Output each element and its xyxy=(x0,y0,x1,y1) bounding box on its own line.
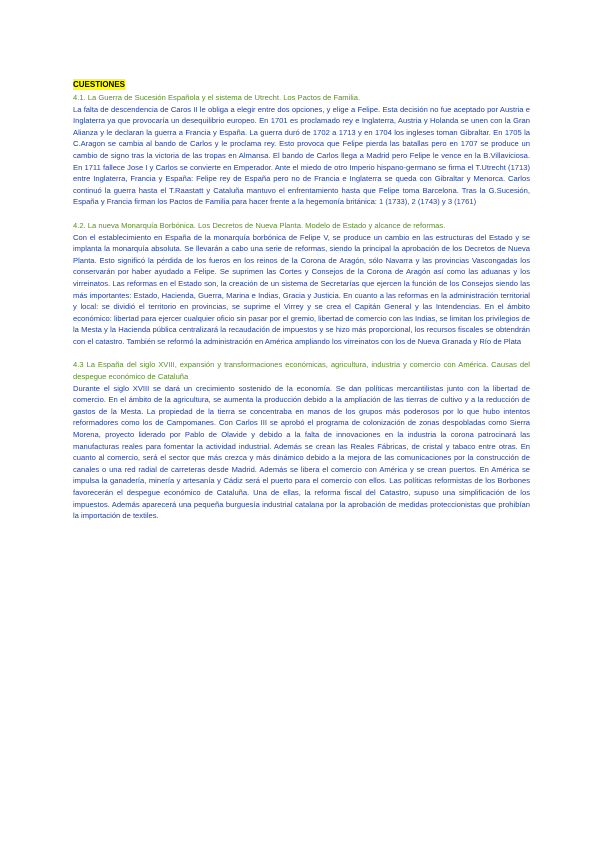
section-title: 4.1. La Guerra de Sucesión Española y el sistema de Utrecht. Los Pactos de Familia. xyxy=(73,93,361,102)
section-body: Durante el siglo XVIII se dará un crecimiento sostenido de la economía. Se dan políticas mercantilistas junto con la libertad de comercio. En el ámbito de la agricultura, se aumenta la producción debido a la ampliación de las tierras de cultivo y a la reducción de gastos de la Mesta. La propiedad de la tierra se concentraba en manos de los grupos más poderosos por lo que hubo intentos reformadores como los de Campomanes. Con Carlos III se aprobó el programa de colonización de zonas despobladas como Sierra Morena, proyecto liderado por Pablo de Olavide y debido a la falta de innovaciones en la industria la corona patrocinará las manufacturas reales para fomentar la actividad industrial. Además se crean las Reales Fábricas, de cristal y tabaco entre otras. En cuanto al comercio, será el sector que más crezca y más dinámico debido a la mejora de las comunicaciones por la construcción de canales o una red radial de carreteras desde Madrid. Además se libera el comercio con América y se crean puertos. En América se impulsa la ganadería, minería y artesanía y Cádiz será el puerto para el comercio con ellos. Las políticas reformistas de los Borbones favorecerán el despegue económico de Cataluña. Una de ellas, la reforma fiscal del Catastro, supuso una simplificación de los impuestos. Además aparecerá una pequeña burguesía industrial catalana por la aprobación de medidas proteccionistas que prohibían la importación de textiles. xyxy=(73,383,530,521)
document-heading: CUESTIONES xyxy=(73,80,126,89)
section-title: 4.2. La nueva Monarquía Borbónica. Los Decretos de Nueva Planta. Modelo de Estado y alcance de reformas. xyxy=(73,220,446,230)
section-4-2 xyxy=(73,220,530,348)
section-body: La falta de descendencia de Caros II le obliga a elegir entre dos opciones, y elige a Felipe. Esta decisión no fue aceptado por Austria e Inglaterra ya que provocaría un desequilibrio europeo. En 1701 es proclamado rey e Inglaterra, Austria y Holanda se unen con la Gran Alianza y le declaran la guerra a Francia y España. La guerra duró de 1702 a 1713 y en 1704 los ingleses toman Gibraltar. En 1705 la C.Aragon se cambia al bando de Carlos y le proclama rey. Esto provoca que Felipe pierda las batallas pero en 1707 se produce un cambio de signo tras la victoria de las tropas en Almansa. El bando de Carlos llega a Madrid pero Felipe le vence en la B.Villaviciosa. En 1711 fallece Jose I y Carlos se convierte en Emperador. Ante el miedo de otro Imperio hispano-germano se firma el T.Utrecht (1713) entre Inglaterra, Francia y España: Felipe rey de España pero no de Francia e Inglaterra se queda con Gibraltar y Menorca. Carlos continuó la guerra hasta el T.Raastatt y Cataluña mantuvo el enfrentamiento hasta que Felipe toma Barcelona. Tras la G.Sucesión, España y Francia firman los Pactos de Familia para hacer frente a la hegemonía británica: 1 (1733), 2 (1743) y 3 (1761) xyxy=(73,104,530,207)
section-title: 4.3 La España del siglo XVIII, expansión y transformaciones económicas, agricultura, industria y comercio con América. Causas del despegue económico de Cataluña xyxy=(73,360,530,382)
section-4-3 xyxy=(73,359,530,521)
section-body: Con el establecimiento en España de la monarquía borbónica de Felipe V, se produce un cambio en las estructuras del Estado y se implanta la monarquía absoluta. Se llevarán a cabo una serie de reformas, siendo la principal la aprobación de los Decretos de Nueva Planta. Esto significó la pérdida de los fueros en los reinos de la Corona de Aragón, sólo Navarra y las provincias Vascongadas los conservarán por haber ayudado a Felipe. Se suprimen las Cortes y Consejos de la Corona de Aragón así como las aduanas y los virreinatos. Las reformas en el Estado son, la creación de un sistema de Secretarías que ejercen la función de los Consejos siendo las más importantes: Estado, Hacienda, Guerra, Marina e Indias, Gracia y Justicia. En cuanto a las reformas en la administración territorial y local: se dividió el territorio en provincias, se suprime el Virrey y se crea el Capitán General y las Intendencias. En el ámbito económico: libertad para ejercer cualquier oficio sin pasar por el gremio, libertad de comercio con las Indias, se limitan los privilegios de la Mesta y la Hacienda pública centralizará la recaudación de impuestos y se hizo más proporcional, los recursos fiscales se obtendrán con el catastro. También se reformó la administración en América ampliando los virreinatos con los de Nueva Granada y Río de Plata xyxy=(73,232,530,346)
document-content xyxy=(73,74,530,534)
section-4-1 xyxy=(73,92,530,208)
